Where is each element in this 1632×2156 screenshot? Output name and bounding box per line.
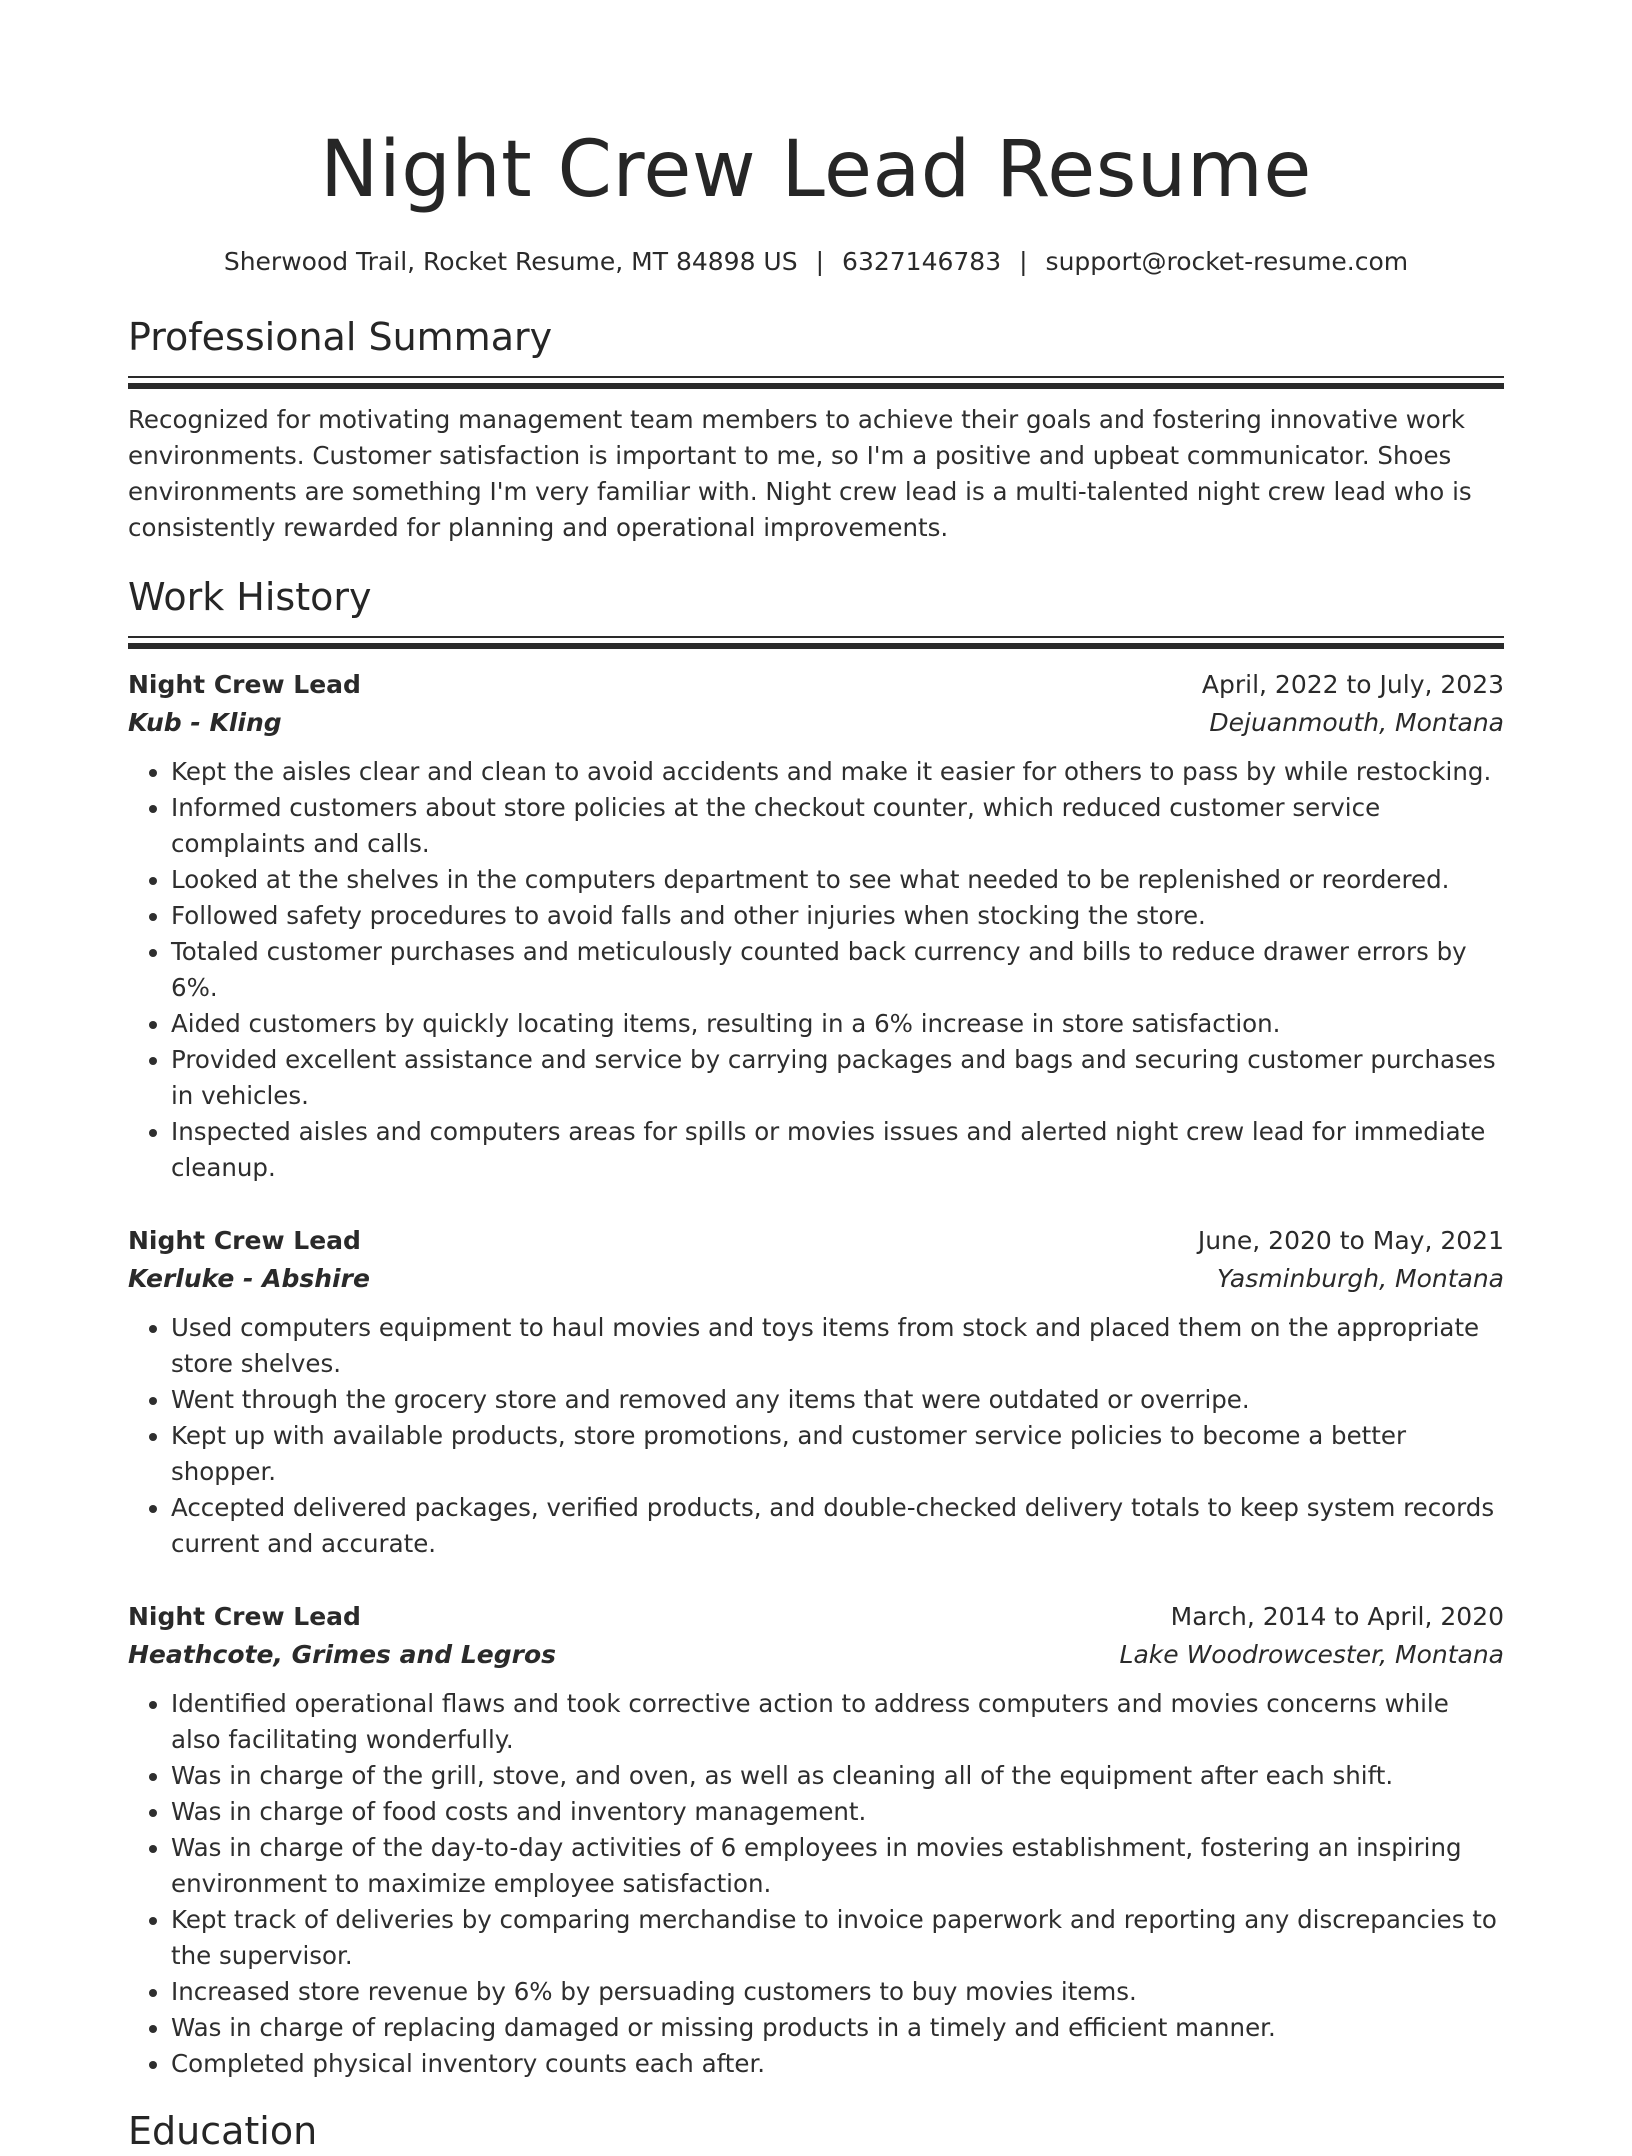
list-item: • Totaled customer purchases and meticulously counted back currency and bills to reduce drawer errors by 6%. <box>171 934 1504 1006</box>
contact-separator: | <box>815 247 825 276</box>
list-item: • Accepted delivered packages, verified products, and double-checked delivery totals to keep system records current and accurate. <box>171 1490 1504 1562</box>
work-history-heading: Work History <box>128 575 372 619</box>
section-divider <box>128 636 1504 648</box>
job-entry <box>128 1598 1504 2082</box>
job-location: Dejuanmouth, Montana <box>1209 708 1504 737</box>
list-item: • Was in charge of the day-to-day activities of 6 employees in movies establishment, fostering an inspiring environment to maximize employee satisfaction. <box>171 1830 1504 1902</box>
job-title: Night Crew Lead <box>128 670 361 699</box>
job-entry <box>128 666 1504 1186</box>
list-item: • Kept track of deliveries by comparing merchandise to invoice paperwork and reporting any discrepancies to the supervisor. <box>171 1902 1504 1974</box>
list-item: • Was in charge of the grill, stove, and oven, as well as cleaning all of the equipment after each shift. <box>171 1758 1504 1794</box>
education-heading: Education <box>128 2109 318 2153</box>
job-duties-list <box>128 754 1504 1186</box>
job-duties-list <box>128 1686 1504 2082</box>
work-history-section <box>128 572 1504 2082</box>
education-section <box>128 2106 1504 2156</box>
section-divider <box>128 376 1504 388</box>
resume-title: Night Crew Lead Resume <box>320 125 1312 215</box>
job-location: Lake Woodrowcester, Montana <box>1119 1640 1504 1669</box>
list-item: • Aided customers by quickly locating items, resulting in a 6% increase in store satisfaction. <box>171 1006 1504 1042</box>
job-dates: June, 2020 to May, 2021 <box>1197 1226 1504 1255</box>
contact-phone: 6327146783 <box>842 247 1002 276</box>
contact-separator: | <box>1019 247 1028 276</box>
list-item: • Provided excellent assistance and service by carrying packages and bags and securing customer purchases in vehicles. <box>171 1042 1504 1114</box>
contact-address: Sherwood Trail, Rocket Resume, MT 84898 US <box>223 247 798 276</box>
list-item: • Kept up with available products, store promotions, and customer service policies to become a better shopper. <box>171 1418 1504 1490</box>
list-item: • Identified operational flaws and took corrective action to address computers and movies concerns while also facilitating wonderfully. <box>171 1686 1504 1758</box>
list-item: • Looked at the shelves in the computers department to see what needed to be replenished or reordered. <box>171 862 1504 898</box>
list-item: • Was in charge of replacing damaged or missing products in a timely and efficient manner. <box>171 2010 1504 2046</box>
list-item: • Used computers equipment to haul movies and toys items from stock and placed them on the appropriate store shelves. <box>171 1310 1504 1382</box>
contact-email: support@rocket-resume.com <box>1045 247 1409 276</box>
job-location: Yasminburgh, Montana <box>1216 1264 1504 1293</box>
contact-line <box>128 244 1504 280</box>
list-item: • Kept the aisles clear and clean to avoid accidents and make it easier for others to pass by while restocking. <box>171 754 1504 790</box>
list-item: • Went through the grocery store and removed any items that were outdated or overripe. <box>171 1382 1504 1418</box>
list-item: • Informed customers about store policies at the checkout counter, which reduced customer service complaints and calls. <box>171 790 1504 862</box>
list-item: • Inspected aisles and computers areas for spills or movies issues and alerted night crew lead for immediate cleanup. <box>171 1114 1504 1186</box>
job-duties-list <box>128 1310 1504 1562</box>
summary-heading: Professional Summary <box>128 315 553 359</box>
list-item: • Followed safety procedures to avoid falls and other injuries when stocking the store. <box>171 898 1504 934</box>
job-employer: Kerluke - Abshire <box>128 1264 370 1293</box>
list-item: • Completed physical inventory counts each after. <box>171 2046 1504 2082</box>
job-employer: Kub - Kling <box>128 708 282 737</box>
list-item: • Was in charge of food costs and inventory management. <box>171 1794 1504 1830</box>
list-item: • Increased store revenue by 6% by persuading customers to buy movies items. <box>171 1974 1504 2010</box>
summary-text: Recognized for motivating management team members to achieve their goals and fostering innovative work environments. Customer satisfaction is important to me, so I'm a positive and upbeat communicator. Shoes environments are something I'm very familiar with. Night crew lead is a multi-talented night crew lead who is consistently rewarded for planning and operational improvements. <box>128 405 1472 542</box>
job-dates: April, 2022 to July, 2023 <box>1201 670 1504 699</box>
job-title: Night Crew Lead <box>128 1226 361 1255</box>
job-entry <box>128 1222 1504 1562</box>
job-title: Night Crew Lead <box>128 1602 361 1631</box>
job-dates: March, 2014 to April, 2020 <box>1170 1602 1504 1631</box>
job-employer: Heathcote, Grimes and Legros <box>128 1640 557 1669</box>
summary-section <box>128 312 1504 546</box>
